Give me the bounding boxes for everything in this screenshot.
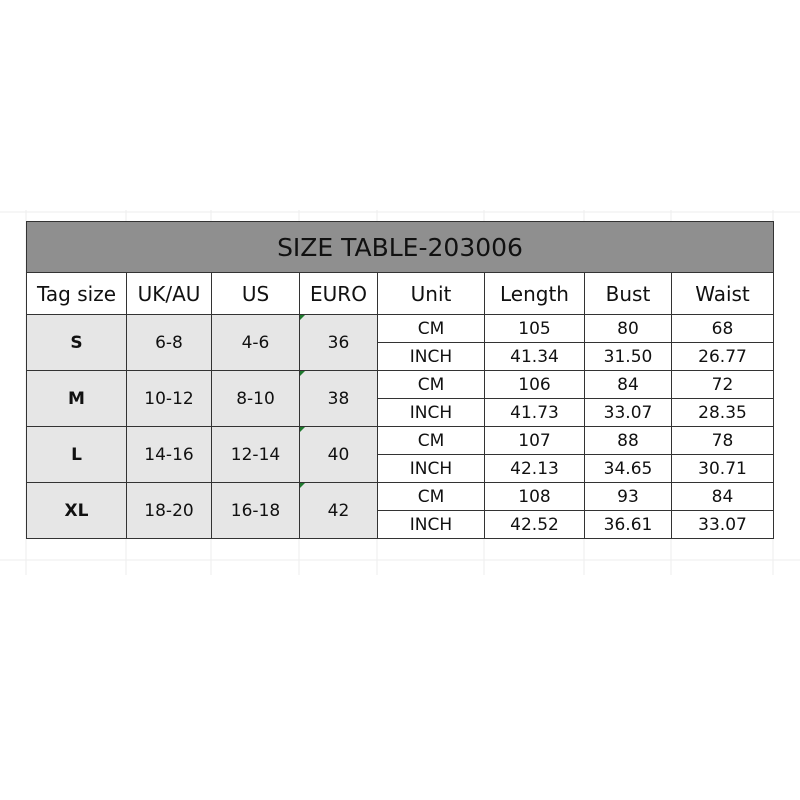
- bust-cell: 84: [585, 371, 672, 399]
- header-us: US: [212, 273, 300, 315]
- waist-cell: 33.07: [672, 511, 774, 539]
- table-row: [27, 371, 774, 399]
- header-waist: Waist: [672, 273, 774, 315]
- euro-cell: 36: [300, 315, 378, 371]
- length-cell: 106: [485, 371, 585, 399]
- us-cell: 12-14: [212, 427, 300, 483]
- length-cell: 41.34: [485, 343, 585, 371]
- waist-cell: 28.35: [672, 399, 774, 427]
- euro-cell: 42: [300, 483, 378, 539]
- unit-cell: INCH: [378, 399, 485, 427]
- header-row: [27, 273, 774, 315]
- header-euro: EURO: [300, 273, 378, 315]
- unit-cell: CM: [378, 427, 485, 455]
- bust-cell: 88: [585, 427, 672, 455]
- tag-size-cell: S: [27, 315, 127, 371]
- tag-size-cell: M: [27, 371, 127, 427]
- table-title: SIZE TABLE-203006: [27, 222, 774, 273]
- header-tag-size: Tag size: [27, 273, 127, 315]
- us-cell: 16-18: [212, 483, 300, 539]
- tag-size-cell: XL: [27, 483, 127, 539]
- length-cell: 105: [485, 315, 585, 343]
- waist-cell: 26.77: [672, 343, 774, 371]
- length-cell: 42.13: [485, 455, 585, 483]
- length-cell: 41.73: [485, 399, 585, 427]
- bust-cell: 33.07: [585, 399, 672, 427]
- euro-cell: 40: [300, 427, 378, 483]
- length-cell: 108: [485, 483, 585, 511]
- uk-au-cell: 6-8: [127, 315, 212, 371]
- us-cell: 4-6: [212, 315, 300, 371]
- length-cell: 107: [485, 427, 585, 455]
- uk-au-cell: 14-16: [127, 427, 212, 483]
- unit-cell: INCH: [378, 343, 485, 371]
- table-row: [27, 315, 774, 343]
- waist-cell: 84: [672, 483, 774, 511]
- unit-cell: CM: [378, 371, 485, 399]
- header-unit: Unit: [378, 273, 485, 315]
- waist-cell: 78: [672, 427, 774, 455]
- us-cell: 8-10: [212, 371, 300, 427]
- waist-cell: 68: [672, 315, 774, 343]
- bust-cell: 31.50: [585, 343, 672, 371]
- header-bust: Bust: [585, 273, 672, 315]
- waist-cell: 72: [672, 371, 774, 399]
- table-row: [27, 427, 774, 455]
- unit-cell: INCH: [378, 455, 485, 483]
- unit-cell: CM: [378, 315, 485, 343]
- bust-cell: 80: [585, 315, 672, 343]
- length-cell: 42.52: [485, 511, 585, 539]
- euro-cell: 38: [300, 371, 378, 427]
- tag-size-cell: L: [27, 427, 127, 483]
- uk-au-cell: 10-12: [127, 371, 212, 427]
- unit-cell: CM: [378, 483, 485, 511]
- header-length: Length: [485, 273, 585, 315]
- header-uk-au: UK/AU: [127, 273, 212, 315]
- bust-cell: 36.61: [585, 511, 672, 539]
- uk-au-cell: 18-20: [127, 483, 212, 539]
- title-row: [27, 222, 774, 273]
- bust-cell: 93: [585, 483, 672, 511]
- table-row: [27, 483, 774, 511]
- unit-cell: INCH: [378, 511, 485, 539]
- size-table: [26, 221, 774, 539]
- bust-cell: 34.65: [585, 455, 672, 483]
- waist-cell: 30.71: [672, 455, 774, 483]
